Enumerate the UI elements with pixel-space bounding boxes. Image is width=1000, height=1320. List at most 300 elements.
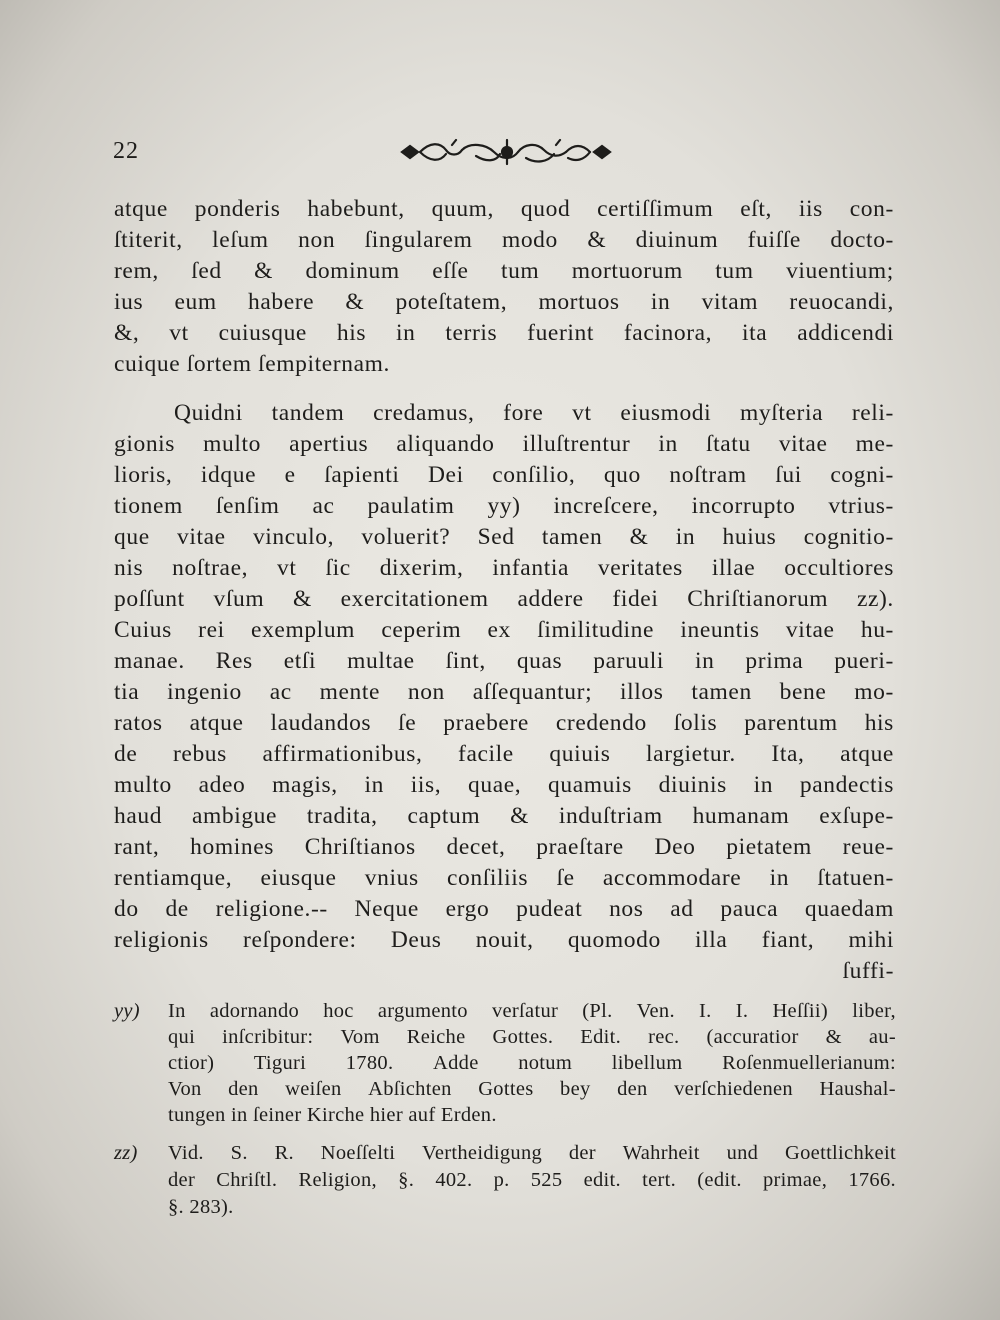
- word: Goettlichkeit: [785, 1142, 896, 1164]
- word: tert.: [642, 1169, 677, 1191]
- word: induſtriam: [558, 803, 663, 829]
- word: (accuratior: [706, 1026, 799, 1048]
- word: S.: [230, 1142, 248, 1164]
- word: etſi: [283, 648, 317, 674]
- word: 402.: [435, 1169, 473, 1191]
- word: reſpondere:: [243, 927, 357, 953]
- word: (Pl.: [582, 1000, 613, 1022]
- word: tionem: [114, 493, 183, 519]
- word: prima: [745, 648, 804, 674]
- word: quod: [520, 196, 571, 222]
- word: vitae: [785, 617, 835, 643]
- word: pauca: [720, 896, 779, 922]
- word: &: [825, 1026, 842, 1048]
- word: ſint,: [445, 648, 486, 674]
- word: poteſtatem,: [395, 289, 508, 315]
- word: §.: [398, 1169, 415, 1191]
- word: largietur.: [646, 741, 736, 767]
- word: Heſſii): [772, 1000, 829, 1022]
- word: Sed: [477, 524, 515, 550]
- word: ceperim: [381, 617, 462, 643]
- word: verſatur: [491, 1000, 559, 1022]
- text-line: [114, 925, 894, 956]
- word: illa: [695, 927, 728, 953]
- word: fuerint: [527, 320, 594, 346]
- word: dixerim,: [379, 555, 464, 581]
- word: reue-: [842, 834, 894, 860]
- word: &: [510, 803, 529, 829]
- word: decet,: [446, 834, 506, 860]
- text-line: [114, 770, 894, 801]
- text-line: [114, 194, 894, 225]
- word: eiusmodi: [620, 400, 712, 426]
- word: vnius: [364, 865, 419, 891]
- word: infantia: [492, 555, 569, 581]
- word: Cuius: [114, 617, 172, 643]
- catchword: ſuffi-: [842, 958, 894, 984]
- word: Chriſtianorum: [687, 586, 829, 612]
- word: Ven.: [636, 1000, 675, 1022]
- word: dominum: [305, 258, 400, 284]
- word: cognitio-: [803, 524, 894, 550]
- word: voluerit?: [361, 524, 451, 550]
- word: tamen: [691, 679, 752, 705]
- word: noſtram: [669, 462, 747, 488]
- word: notum: [518, 1052, 573, 1074]
- word: ius: [114, 289, 144, 315]
- text-line: [114, 894, 894, 925]
- word: au-: [868, 1026, 896, 1048]
- word: Ita,: [771, 741, 805, 767]
- word: &: [587, 227, 607, 253]
- word: idque: [200, 462, 257, 488]
- word: Deo: [654, 834, 696, 860]
- word: me-: [855, 431, 894, 457]
- word: pueri-: [834, 648, 894, 674]
- word: Religion,: [298, 1169, 377, 1191]
- word: iis,: [410, 772, 442, 798]
- word: mortuos: [538, 289, 620, 315]
- word: qui: [168, 1026, 196, 1048]
- word: que: [114, 524, 150, 550]
- word: R.: [274, 1142, 294, 1164]
- word: leſum: [212, 227, 269, 253]
- word: 1766.: [848, 1169, 896, 1191]
- word: (edit.: [697, 1169, 742, 1191]
- word: ſtatu: [705, 431, 751, 457]
- word: Adde: [432, 1052, 479, 1074]
- word: e: [284, 462, 296, 488]
- word: pietatem: [726, 834, 812, 860]
- word: cuiusque: [218, 320, 307, 346]
- word: religione.--: [215, 896, 328, 922]
- word: zz).: [856, 586, 894, 612]
- word: exercitationem: [340, 586, 489, 612]
- word: ex: [487, 617, 511, 643]
- word: non: [407, 679, 445, 705]
- word: &: [629, 524, 649, 550]
- paragraph-1: [114, 194, 894, 380]
- word: I.: [735, 1000, 749, 1022]
- text-line: [114, 256, 894, 287]
- word: his: [336, 320, 367, 346]
- text-line: [114, 615, 894, 646]
- word: ratos: [114, 710, 163, 736]
- text-line: [114, 287, 894, 318]
- word: affirmationibus,: [262, 741, 423, 767]
- footnote-mark: zz): [114, 1142, 138, 1164]
- word: noſtrae,: [172, 555, 249, 581]
- word: praebere: [443, 710, 529, 736]
- word: eum: [174, 289, 217, 315]
- word: facile: [458, 741, 514, 767]
- word: Vom: [340, 1026, 380, 1048]
- word: exemplum: [251, 617, 356, 643]
- word: paruuli: [593, 648, 665, 674]
- footnote-line: [168, 1050, 896, 1076]
- word: facinora,: [623, 320, 713, 346]
- word: Chriſtl.: [216, 1169, 278, 1191]
- word: fiant,: [761, 927, 815, 953]
- word: de: [114, 741, 138, 767]
- text-line: [114, 491, 894, 522]
- word: vt: [169, 320, 189, 346]
- word: accommodare: [602, 865, 742, 891]
- text-line: [114, 801, 894, 832]
- word: Von: [168, 1078, 202, 1100]
- word: I.: [699, 1000, 712, 1022]
- word: homines: [190, 834, 274, 860]
- word: humanam: [692, 803, 790, 829]
- text-line: [114, 708, 894, 739]
- word: multo: [114, 772, 172, 798]
- word: tandem: [271, 400, 345, 426]
- word: mente: [319, 679, 381, 705]
- word: rentiamque,: [114, 865, 233, 891]
- word: p.: [493, 1169, 510, 1191]
- word: religionis: [114, 927, 209, 953]
- word: occultiores: [784, 555, 894, 581]
- word: incorrupto: [691, 493, 796, 519]
- word: vtrius-: [828, 493, 894, 519]
- word: Tiguri: [253, 1052, 307, 1074]
- word: ac: [312, 493, 335, 519]
- text-line: [114, 677, 894, 708]
- word: vſum: [213, 586, 265, 612]
- footnote-line: [168, 1076, 896, 1102]
- word: quamuis: [548, 772, 632, 798]
- word: tamen: [541, 524, 603, 550]
- word: diuinis: [658, 772, 727, 798]
- word: Gottes: [478, 1078, 534, 1100]
- word: illos: [620, 679, 664, 705]
- word: ad: [670, 896, 694, 922]
- word: reuocandi,: [789, 289, 894, 315]
- word: ſui: [775, 462, 802, 488]
- word: in: [675, 524, 696, 550]
- text-line: cuique ſortem ſempiternam.: [114, 351, 390, 377]
- word: ſe: [398, 710, 417, 736]
- word: ſenſim: [215, 493, 280, 519]
- word: vinculo,: [252, 524, 335, 550]
- word: habebunt,: [307, 196, 405, 222]
- word: multo: [203, 431, 261, 457]
- word: myſteria: [740, 400, 824, 426]
- word: 1780.: [345, 1052, 394, 1074]
- word: rant,: [114, 834, 160, 860]
- page-number: 22: [113, 138, 139, 164]
- word: den: [617, 1078, 648, 1100]
- word: Chriſtianos: [304, 834, 416, 860]
- word: mo-: [854, 679, 894, 705]
- word: vt: [572, 400, 592, 426]
- word: veritates: [597, 555, 683, 581]
- word: &: [254, 258, 274, 284]
- word: con-: [849, 196, 894, 222]
- word: Quidni: [174, 400, 243, 426]
- word: und: [726, 1142, 759, 1164]
- word: rec.: [648, 1026, 680, 1048]
- ornament-icon: [396, 132, 618, 172]
- word: credamus,: [373, 400, 475, 426]
- word: yy): [487, 493, 521, 519]
- word: quas: [516, 648, 563, 674]
- word: Vid.: [168, 1142, 204, 1164]
- word: Gottes.: [492, 1026, 554, 1048]
- word: pudeat: [516, 896, 583, 922]
- word: in: [753, 772, 774, 798]
- word: atque: [114, 196, 168, 222]
- word: der: [168, 1169, 196, 1191]
- text-line: [114, 584, 894, 615]
- word: poſſunt: [114, 586, 185, 612]
- word: vitam: [701, 289, 759, 315]
- footnote-mark: yy): [114, 1000, 140, 1022]
- word: de: [165, 896, 189, 922]
- footnote-line: [168, 1140, 896, 1167]
- word: nos: [609, 896, 644, 922]
- word: libellum: [611, 1052, 683, 1074]
- word: adeo: [198, 772, 246, 798]
- word: paulatim: [367, 493, 455, 519]
- word: addere: [517, 586, 584, 612]
- word: reli-: [851, 400, 894, 426]
- word: ctior): [168, 1052, 215, 1074]
- word: in: [658, 431, 678, 457]
- word: ſtiterit,: [114, 227, 183, 253]
- word: &,: [114, 320, 140, 346]
- word: atque: [189, 710, 244, 736]
- word: argumento: [377, 1000, 468, 1022]
- word: aliquando: [396, 431, 495, 457]
- word: conſiliis: [447, 865, 529, 891]
- word: hoc: [323, 1000, 354, 1022]
- word: ſimilitudine: [537, 617, 655, 643]
- word: bey: [560, 1078, 591, 1100]
- word: in: [650, 289, 671, 315]
- word: vitae: [778, 431, 828, 457]
- word: Roſenmuellerianum:: [722, 1052, 896, 1074]
- word: parentum: [744, 710, 838, 736]
- word: ſe: [556, 865, 575, 891]
- word: 525: [530, 1169, 563, 1191]
- word: tum: [715, 258, 754, 284]
- word: &: [345, 289, 365, 315]
- word: primae,: [762, 1169, 828, 1191]
- footnote-zz: [114, 1140, 896, 1221]
- word: habere: [247, 289, 315, 315]
- word: edit.: [583, 1169, 621, 1191]
- word: ambigue: [191, 803, 278, 829]
- text-line: [114, 646, 894, 677]
- word: manae.: [114, 648, 185, 674]
- word: aſſequantur;: [472, 679, 593, 705]
- word: certiſſimum: [597, 196, 714, 222]
- text-line: [114, 863, 894, 894]
- word: quae,: [468, 772, 522, 798]
- word: nis: [114, 555, 144, 581]
- word: in: [694, 648, 715, 674]
- word: Abſichten: [368, 1078, 452, 1100]
- word: &: [293, 586, 312, 612]
- word: increſcere,: [553, 493, 659, 519]
- word: vitae: [177, 524, 226, 550]
- word: Vertheidigung: [422, 1142, 543, 1164]
- word: rem,: [114, 258, 159, 284]
- word: quo: [603, 462, 641, 488]
- word: quum,: [431, 196, 495, 222]
- word: gionis: [114, 431, 176, 457]
- footnote-yy: [114, 998, 896, 1128]
- word: ſtatuen-: [817, 865, 894, 891]
- word: ſapienti: [324, 462, 400, 488]
- paragraph-2: [114, 398, 894, 987]
- word: fuiſſe: [747, 227, 801, 253]
- word: mortuorum: [571, 258, 683, 284]
- word: lioris,: [114, 462, 173, 488]
- text-line: [114, 739, 894, 770]
- word: In: [168, 1000, 186, 1022]
- word: addicendi: [797, 320, 894, 346]
- footnote-line: [168, 1167, 896, 1194]
- word: huius: [722, 524, 777, 550]
- word: ſic: [325, 555, 351, 581]
- word: illae: [711, 555, 756, 581]
- word: apertius: [289, 431, 369, 457]
- word: eſt,: [740, 196, 773, 222]
- word: quaedam: [804, 896, 894, 922]
- word: haud: [114, 803, 163, 829]
- word: docto-: [830, 227, 894, 253]
- word: laudandos: [270, 710, 372, 736]
- word: ſolis: [673, 710, 718, 736]
- word: vt: [277, 555, 297, 581]
- word: rebus: [172, 741, 227, 767]
- footnote-line: [168, 998, 896, 1024]
- word: ſingularem: [364, 227, 473, 253]
- text-line: [114, 318, 894, 349]
- word: rei: [198, 617, 225, 643]
- word: in: [364, 772, 384, 798]
- word: multae: [347, 648, 415, 674]
- word: iis: [798, 196, 823, 222]
- text-line: [114, 429, 894, 460]
- word: ingenio: [167, 679, 242, 705]
- word: illuſtrentur: [522, 431, 631, 457]
- word: inſcribitur:: [222, 1026, 314, 1048]
- word: tum: [500, 258, 540, 284]
- word: Noeſſelti: [320, 1142, 396, 1164]
- word: Neque: [354, 896, 419, 922]
- text-line: [114, 522, 894, 553]
- word: exſupe-: [819, 803, 894, 829]
- word: eſſe: [432, 258, 469, 284]
- word: Haushal-: [819, 1078, 896, 1100]
- word: Deus: [390, 927, 442, 953]
- word: ac: [269, 679, 292, 705]
- word: in: [395, 320, 416, 346]
- word: conſilio,: [492, 462, 576, 488]
- text-line: [114, 460, 894, 491]
- word: atque: [840, 741, 894, 767]
- word: ita: [742, 320, 768, 346]
- word: ineuntis: [680, 617, 760, 643]
- word: mihi: [848, 927, 894, 953]
- word: Res: [215, 648, 253, 674]
- word: Edit.: [580, 1026, 622, 1048]
- text-line: [114, 398, 894, 429]
- word: cogni-: [830, 462, 894, 488]
- word: verſchiedenen: [674, 1078, 793, 1100]
- word: magis,: [272, 772, 338, 798]
- word: ergo: [445, 896, 490, 922]
- word: fidei: [612, 586, 659, 612]
- word: do: [114, 896, 139, 922]
- text-line: [114, 832, 894, 863]
- word: liber,: [852, 1000, 896, 1022]
- text-line: [114, 553, 894, 584]
- word: quomodo: [567, 927, 661, 953]
- word: ſed: [191, 258, 222, 284]
- word: Reiche: [406, 1026, 466, 1048]
- footnote-line: [168, 1024, 896, 1050]
- word: Dei: [427, 462, 464, 488]
- word: tia: [114, 679, 140, 705]
- word: fore: [503, 400, 544, 426]
- word: in: [769, 865, 790, 891]
- footnote-line: §. 283).: [168, 1196, 234, 1218]
- text-line: [114, 225, 894, 256]
- word: credendo: [555, 710, 647, 736]
- word: his: [864, 710, 894, 736]
- word: non: [298, 227, 336, 253]
- word: eiusque: [260, 865, 337, 891]
- word: adornando: [209, 1000, 300, 1022]
- word: pandectis: [799, 772, 894, 798]
- word: praeſtare: [536, 834, 624, 860]
- word: viuentium;: [786, 258, 894, 284]
- word: bene: [779, 679, 827, 705]
- word: hu-: [860, 617, 894, 643]
- word: weiſen: [285, 1078, 342, 1100]
- word: nouit,: [475, 927, 534, 953]
- word: terris: [445, 320, 498, 346]
- word: den: [228, 1078, 259, 1100]
- word: ponderis: [194, 196, 281, 222]
- word: der: [568, 1142, 596, 1164]
- word: Wahrheit: [622, 1142, 700, 1164]
- word: diuinum: [635, 227, 719, 253]
